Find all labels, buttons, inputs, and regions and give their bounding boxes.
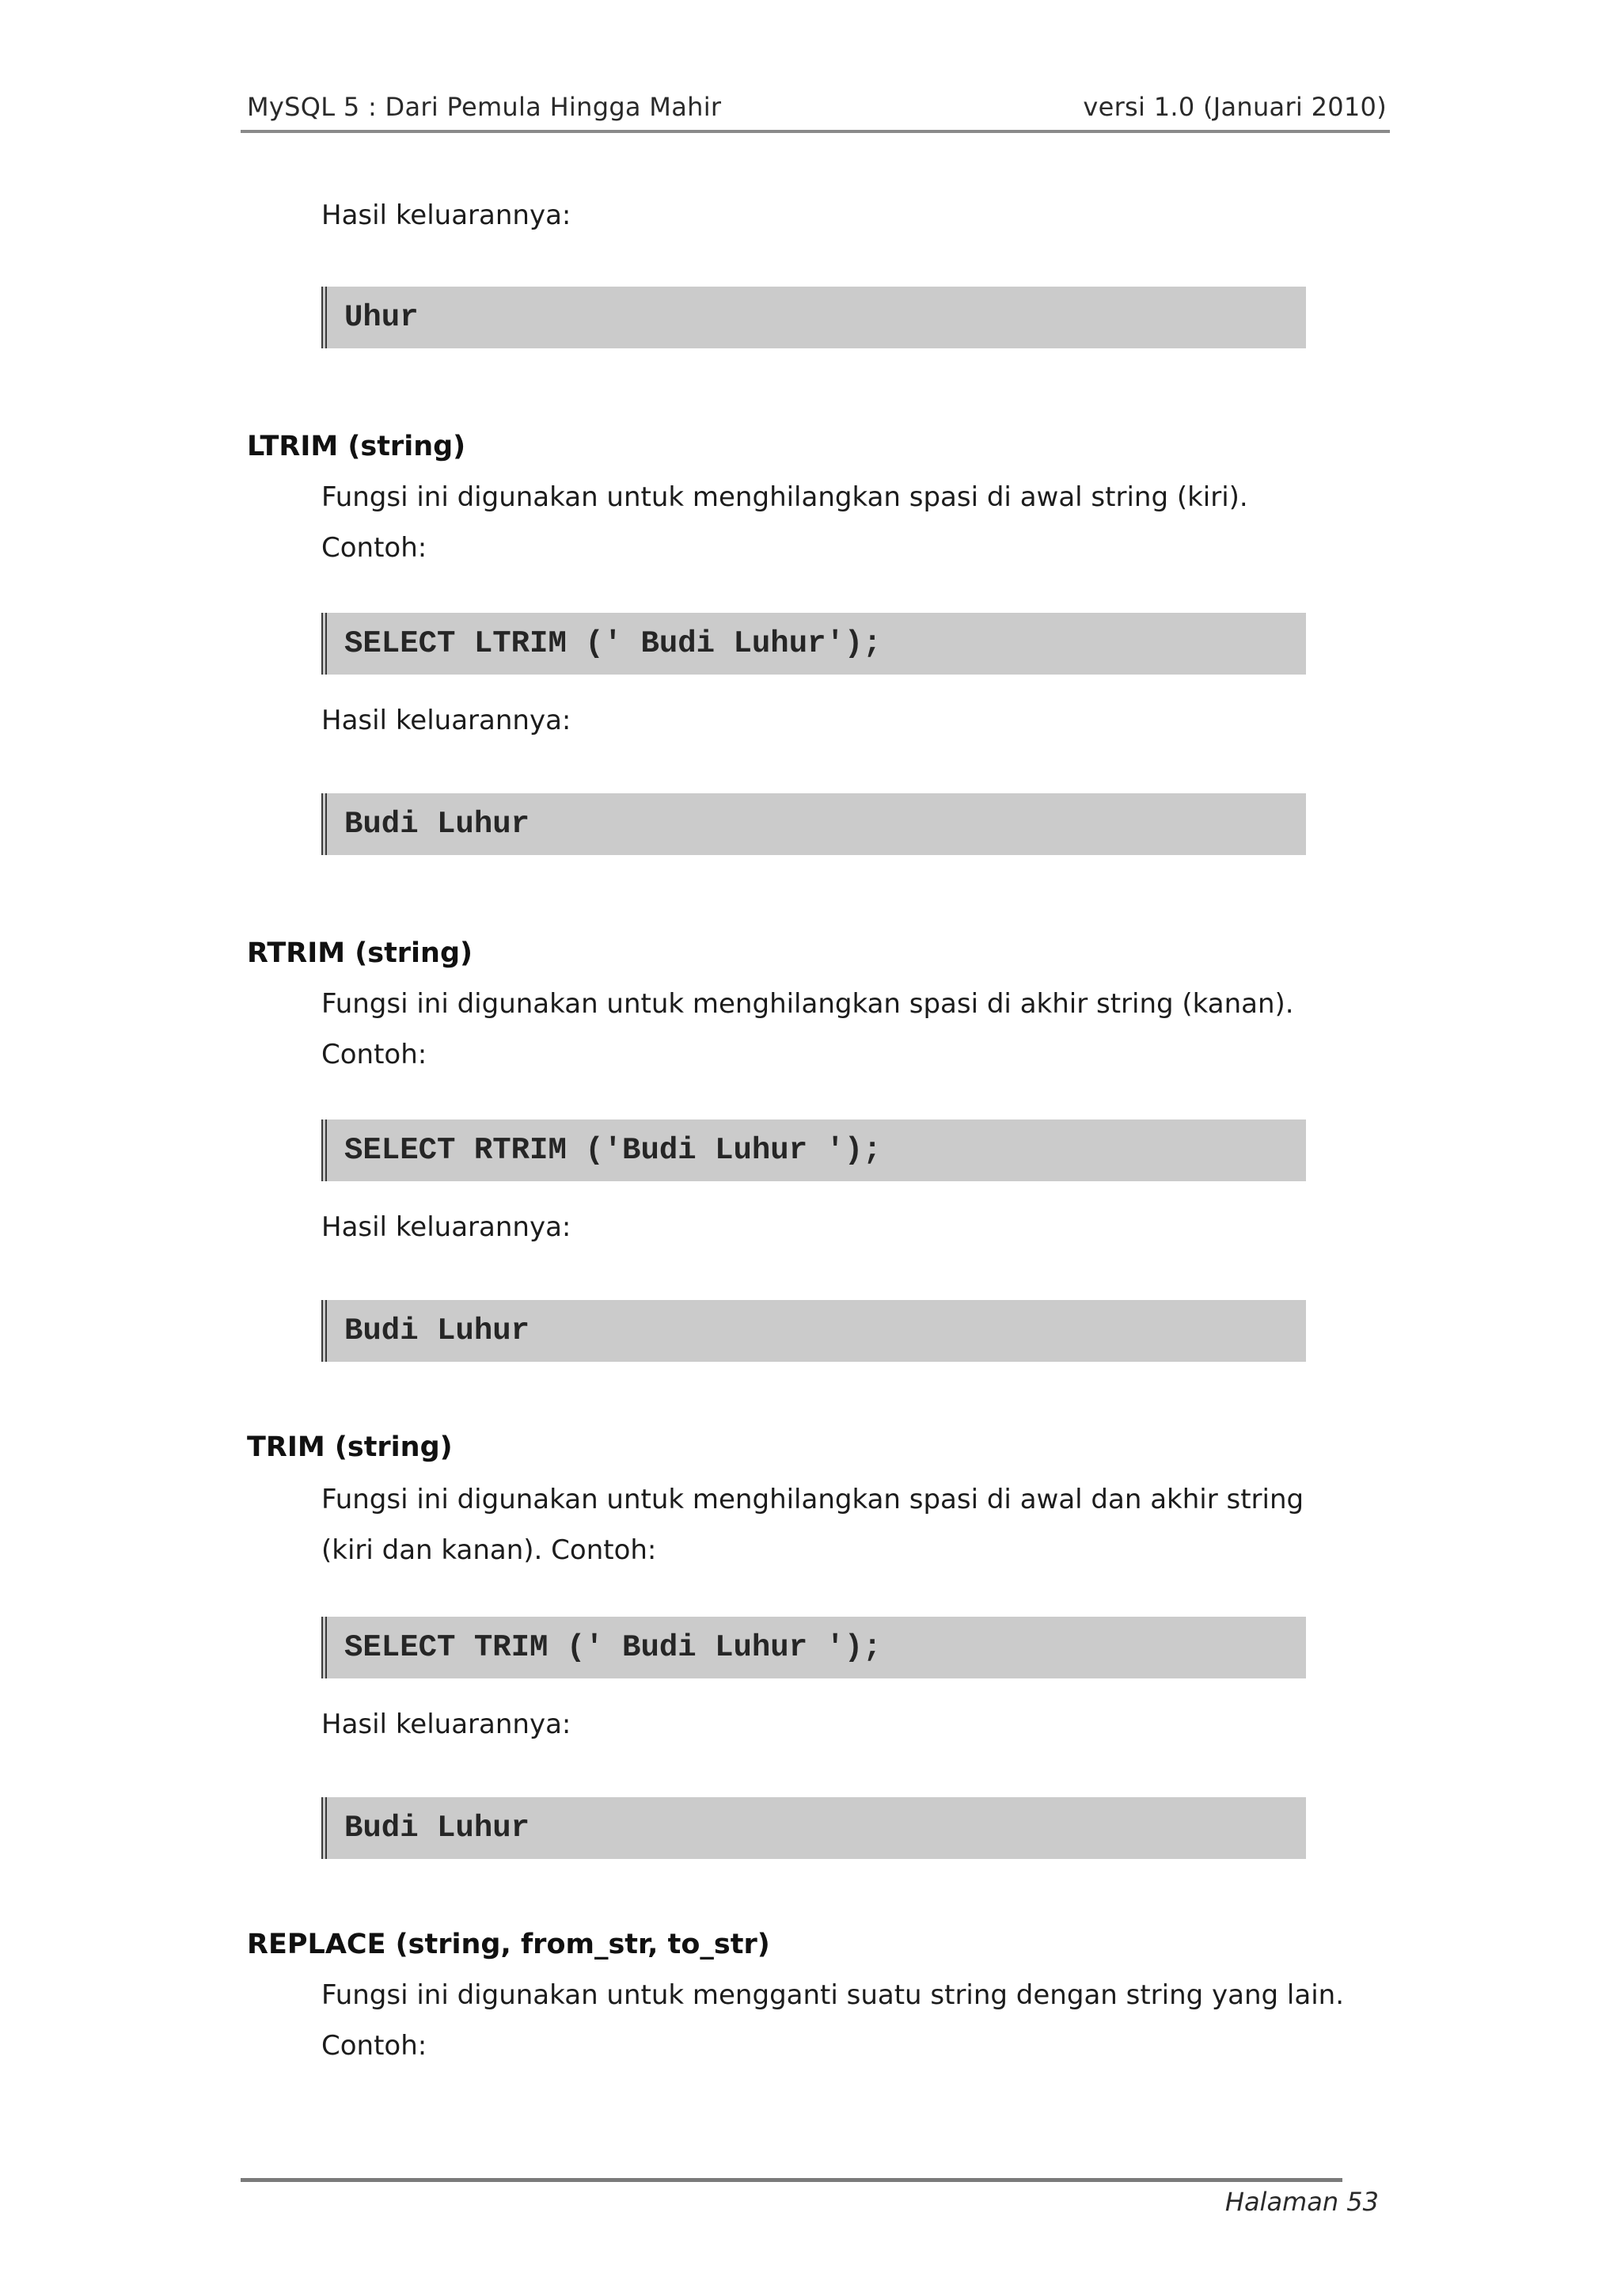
rtrim-description-line-1: Fungsi ini digunakan untuk menghilangkan spasi di akhir string (kanan). bbox=[321, 988, 1294, 1020]
rtrim-output-label: Hasil keluarannya: bbox=[321, 1211, 571, 1243]
ltrim-output-code: Budi Luhur bbox=[344, 807, 530, 842]
ltrim-output-box bbox=[321, 793, 1306, 855]
ltrim-example-code: SELECT LTRIM (' Budi Luhur'); bbox=[344, 626, 882, 661]
rtrim-description-line-2: Contoh: bbox=[321, 1039, 427, 1070]
trim-output-box bbox=[321, 1797, 1306, 1859]
rtrim-example-box bbox=[321, 1119, 1306, 1181]
ltrim-example-box bbox=[321, 613, 1306, 675]
trim-description-line-1: Fungsi ini digunakan untuk menghilangkan spasi di awal dan akhir string bbox=[321, 1484, 1304, 1515]
intro-output-box bbox=[321, 287, 1306, 348]
ltrim-output-label: Hasil keluarannya: bbox=[321, 705, 571, 736]
section-heading-rtrim: RTRIM (string) bbox=[247, 937, 473, 969]
trim-example-box bbox=[321, 1617, 1306, 1678]
section-heading-ltrim: LTRIM (string) bbox=[247, 431, 466, 462]
section-heading-replace: REPLACE (string, from_str, to_str) bbox=[247, 1929, 770, 1960]
rtrim-output-code: Budi Luhur bbox=[344, 1313, 530, 1348]
header-divider bbox=[241, 130, 1390, 133]
header-version: versi 1.0 (Januari 2010) bbox=[1083, 92, 1387, 122]
replace-description-line-1: Fungsi ini digunakan untuk mengganti suatu string dengan string yang lain. bbox=[321, 1979, 1345, 2011]
rtrim-example-code: SELECT RTRIM ('Budi Luhur '); bbox=[344, 1133, 882, 1168]
ltrim-description-line-1: Fungsi ini digunakan untuk menghilangkan spasi di awal string (kiri). bbox=[321, 481, 1248, 513]
intro-output-label: Hasil keluarannya: bbox=[321, 200, 571, 231]
section-heading-trim: TRIM (string) bbox=[247, 1431, 453, 1463]
trim-output-label: Hasil keluarannya: bbox=[321, 1709, 571, 1740]
trim-description-line-2: (kiri dan kanan). Contoh: bbox=[321, 1534, 657, 1566]
replace-description-line-2: Contoh: bbox=[321, 2030, 427, 2062]
header-title: MySQL 5 : Dari Pemula Hingga Mahir bbox=[247, 92, 722, 122]
intro-output-code: Uhur bbox=[344, 300, 419, 335]
rtrim-output-box bbox=[321, 1300, 1306, 1362]
footer-divider bbox=[241, 2178, 1342, 2182]
ltrim-description-line-2: Contoh: bbox=[321, 532, 427, 564]
trim-output-code: Budi Luhur bbox=[344, 1811, 530, 1846]
trim-example-code: SELECT TRIM (' Budi Luhur '); bbox=[344, 1630, 882, 1665]
page-number: Halaman 53 bbox=[1224, 2187, 1379, 2217]
